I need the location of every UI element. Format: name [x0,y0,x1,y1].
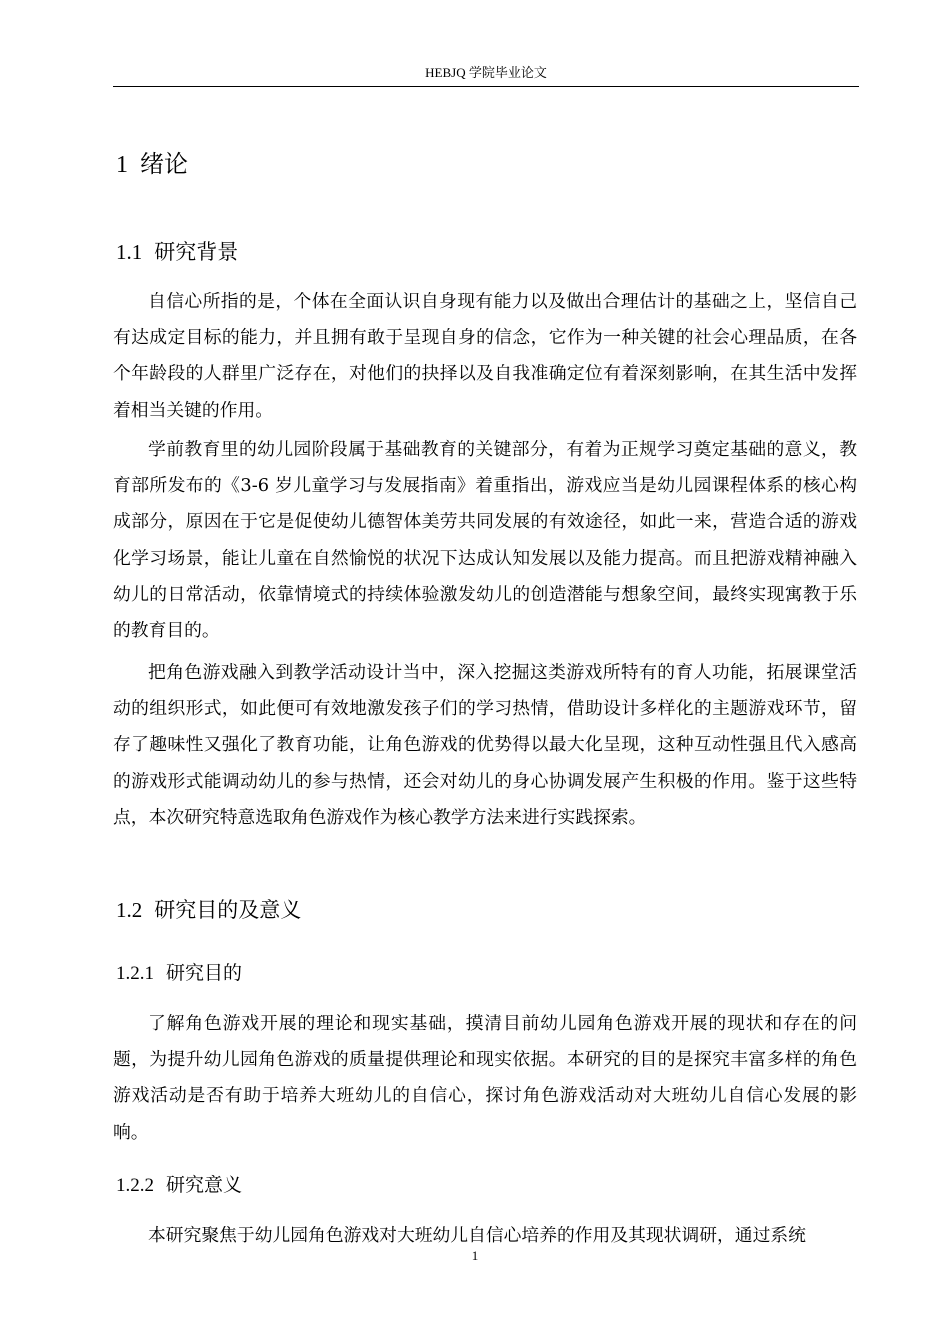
section-heading-background [116,238,238,266]
chapter-title: 绪论 [140,150,188,178]
section-number: 1.1 [116,240,143,264]
section-title: 研究目的及意义 [154,898,302,922]
subsection-heading-significance [116,1172,242,1199]
paragraph-significance: 本研究聚焦于幼儿园角色游戏对大班幼儿自信心培养的作用及其现状调研，通过系统 [148,1225,806,1246]
header-divider [113,86,859,87]
paragraph-background-1: 自信心所指的是，个体在全面认识自身现有能力以及做出合理估计的基础之上，坚信自己有达成定目标的能力，并且拥有敢于呈现自身的信念，它作为一种关键的社会心理品质，在各个年龄段的人群里广泛存在，对他们的抉择以及自我准确定位有着深刻影响，在其生活中发挥着相当关键的作用。 [113,291,857,421]
section-heading-purpose-significance [116,896,301,924]
page-number: 1 [471,1248,479,1263]
chapter-number: 1 [116,152,128,178]
section-title: 研究背景 [154,240,239,264]
subsection-heading-purpose [116,960,242,987]
paragraph-background-2: 学前教育里的幼儿园阶段属于基础教育的关键部分，有着为正规学习奠定基础的意义，教育部所发布的《3-6 岁儿童学习与发展指南》着重指出，游戏应当是幼儿园课程体系的核心构成部分，原因在于它是促使幼儿德智体美劳共同发展的有效途径，如此一来，营造合适的游戏化学习场景，能让儿童在自然愉悦的状况下达成认知发展以及能力提高。而且把游戏精神融入幼儿的日常活动，依靠情境式的持续体验激发幼儿的创造潜能与想象空间，最终实现寓教于乐的教育目的。 [113,439,857,642]
paragraph-background-3: 把角色游戏融入到教学活动设计当中，深入挖掘这类游戏所特有的育人功能，拓展课堂活动的组织形式，如此便可有效地激发孩子们的学习热情，借助设计多样化的主题游戏环节，留存了趣味性又强化了教育功能，让角色游戏的优势得以最大化呈现，这种互动性强且代入感高的游戏形式能调动幼儿的参与热情，还会对幼儿的身心协调发展产生积极的作用。鉴于这些特点，本次研究特意选取角色游戏作为核心教学方法来进行实践探索。 [113,662,857,828]
paragraph-purpose: 了解角色游戏开展的理论和现实基础，摸清目前幼儿园角色游戏开展的现状和存在的问题，为提升幼儿园角色游戏的质量提供理论和现实依据。本研究的目的是探究丰富多样的角色游戏活动是否有助于培养大班幼儿的自信心，探讨角色游戏活动对大班幼儿自信心发展的影响。 [113,1013,857,1143]
subsection-title: 研究意义 [166,1174,243,1196]
subsection-title: 研究目的 [166,962,243,984]
subsection-number: 1.2.2 [116,1175,154,1196]
chapter-heading [116,148,188,181]
section-number: 1.2 [116,898,143,922]
subsection-number: 1.2.1 [116,963,154,984]
running-header: HEBJQ 学院毕业论文 [425,65,547,80]
